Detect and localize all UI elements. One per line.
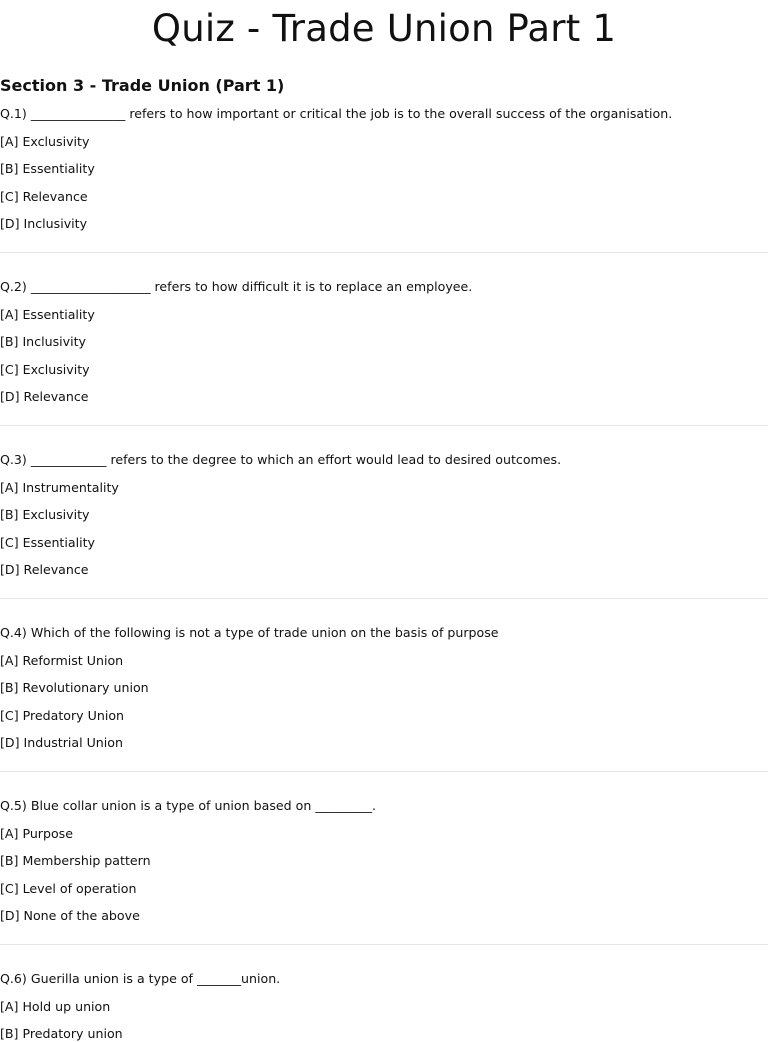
page-title: Quiz - Trade Union Part 1 xyxy=(151,7,617,50)
question-block xyxy=(0,971,768,1042)
question-divider xyxy=(0,425,768,426)
answer-option: [B] Exclusivity xyxy=(0,507,90,522)
answer-option: [B] Revolutionary union xyxy=(0,680,149,695)
question-number: Q.2) xyxy=(0,279,31,294)
answer-option: [C] Level of operation xyxy=(0,880,137,896)
answer-option: [D] Relevance xyxy=(0,562,89,577)
question-block xyxy=(0,798,768,924)
question-list xyxy=(0,106,768,1042)
question-body: Which of the following is not a type of trade union on the basis of purpose xyxy=(30,625,499,640)
answer-option: [B] Predatory union xyxy=(0,1026,123,1041)
question-text xyxy=(0,106,768,122)
answer-option: [A] Purpose xyxy=(0,825,73,841)
question-text xyxy=(0,279,768,295)
question-body: refers to how important or critical the job is to the overall success of the organisation. xyxy=(129,106,673,121)
question-number: Q.4) xyxy=(0,625,31,640)
question-body: refers to the degree to which an effort would lead to desired outcomes. xyxy=(110,452,562,467)
answer-option: [C] Relevance xyxy=(0,188,88,204)
question-text xyxy=(0,971,768,987)
answer-option: [C] Predatory Union xyxy=(0,707,125,723)
question-divider xyxy=(0,771,768,772)
answer-option: [C] Essentiality xyxy=(0,534,95,550)
answer-option: [A] Essentiality xyxy=(0,306,95,322)
question-block xyxy=(0,279,768,405)
answer-option: [A] Reformist Union xyxy=(0,652,124,668)
answer-option: [B] Inclusivity xyxy=(0,334,86,349)
question-text xyxy=(0,452,768,468)
question-block xyxy=(0,625,768,751)
answer-option: [D] Inclusivity xyxy=(0,216,88,231)
question-body: Guerilla union is a type of _______union. xyxy=(30,971,281,986)
question-body: refers to how difficult it is to replace an employee. xyxy=(154,279,473,294)
answer-option: [B] Essentiality xyxy=(0,161,95,176)
section-title: Section 3 - Trade Union (Part 1) xyxy=(0,76,285,95)
answer-option: [A] Instrumentality xyxy=(0,479,119,495)
question-number: Q.1) xyxy=(0,106,31,121)
answer-blank: _______________ xyxy=(30,106,130,121)
answer-option: [A] Exclusivity xyxy=(0,133,90,149)
question-number: Q.6) xyxy=(0,971,31,986)
question-block xyxy=(0,106,768,232)
question-block xyxy=(0,452,768,578)
question-body: Blue collar union is a type of union based on _________. xyxy=(30,798,377,813)
question-divider xyxy=(0,944,768,945)
question-number: Q.3) xyxy=(0,452,31,467)
answer-option: [D] Industrial Union xyxy=(0,735,123,750)
answer-option: [D] Relevance xyxy=(0,389,89,404)
question-number: Q.5) xyxy=(0,798,31,813)
question-text xyxy=(0,625,768,641)
question-divider xyxy=(0,598,768,599)
answer-option: [C] Exclusivity xyxy=(0,361,90,377)
question-text xyxy=(0,798,768,814)
answer-option: [A] Hold up union xyxy=(0,998,111,1014)
answer-blank: ____________ xyxy=(30,452,111,467)
question-divider xyxy=(0,252,768,253)
answer-option: [D] None of the above xyxy=(0,908,140,923)
answer-option: [B] Membership pattern xyxy=(0,853,151,868)
answer-blank: ___________________ xyxy=(30,279,155,294)
